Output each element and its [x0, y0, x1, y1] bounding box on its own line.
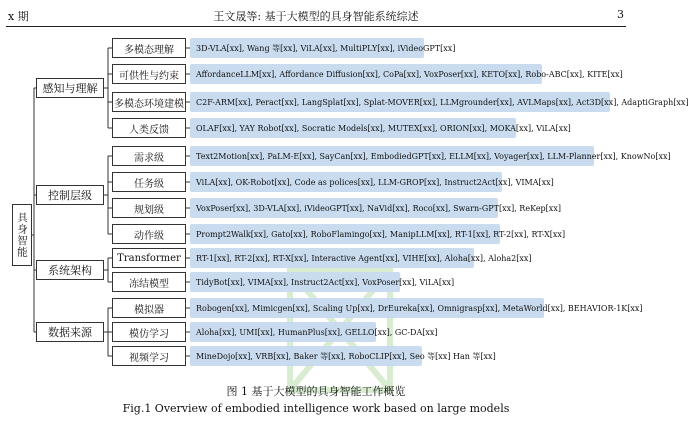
category-node: 视频学习: [112, 346, 186, 366]
running-title: 王文晟等: 基于大模型的具身智能系统综述: [213, 10, 419, 23]
works-list: Aloha[xx], UMI[xx], HumanPlus[xx], GELLO[xx], GC-DA[xx]: [190, 322, 376, 342]
works-list: RT-1[xx], RT-2[xx], RT-X[xx], Interactive Agent[xx], VIHE[xx], Aloha[xx], Aloha2[xx]: [190, 248, 474, 268]
group-node: 感知与理解: [36, 78, 104, 98]
category-node: 需求级: [112, 146, 186, 166]
category-node: 任务级: [112, 172, 186, 192]
group-node: 控制层级: [36, 185, 104, 205]
works-list: ViLA[xx], OK-Robot[xx], Code as polices[xx], LLM-GROP[xx], Instruct2Act[xx], VIMA[xx]: [190, 172, 502, 192]
category-node: 模仿学习: [112, 322, 186, 342]
journal-issue: x 期: [8, 10, 29, 23]
category-node: 人类反馈: [112, 118, 186, 138]
category-node: 模拟器: [112, 298, 186, 318]
category-node: 多模态环境建模: [112, 92, 186, 112]
root-node: 具身智能: [12, 204, 32, 266]
category-node: 冻结模型: [112, 272, 186, 292]
works-list: AffordanceLLM[xx], Affordance Diffusion[xx], CoPa[xx], VoxPoser[xx], KETO[xx], Robo-ABC[xx], KITE[xx]: [190, 64, 542, 84]
category-node: 动作级: [112, 224, 186, 244]
category-node: 规划级: [112, 198, 186, 218]
group-node: 数据来源: [36, 322, 104, 342]
category-node: 多模态理解: [112, 38, 186, 58]
works-list: TidyBot[xx], VIMA[xx], Instruct2Act[xx], VoxPoser[xx], ViLA[xx]: [190, 272, 400, 292]
works-list: OLAF[xx], YAY Robot[xx], Socratic Models[xx], MUTEX[xx], ORION[xx], MOKA[xx], ViLA[xx]: [190, 118, 516, 138]
group-node: 系统架构: [36, 260, 104, 280]
works-list: 3D-VLA[xx], Wang 等[xx], ViLA[xx], MultiPLY[xx], iVideoGPT[xx]: [190, 38, 424, 58]
works-list: Text2Motion[xx], PaLM-E[xx], SayCan[xx], EmbodiedGPT[xx], ELLM[xx], Voyager[xx], LLM-Planner[xx], KnowNo[xx]: [190, 146, 594, 166]
figure-caption-cn: 图 1 基于大模型的具身智能工作概览: [226, 385, 406, 398]
works-list: C2F-ARM[xx], Peract[xx], LangSplat[xx], Splat-MOVER[xx], LLMgrounder[xx], AVLMaps[xx], Act3D[xx], AdaptiGraph[xx]: [190, 92, 610, 112]
works-list: Robogen[xx], Mimicgen[xx], Scaling Up[xx], DrEureka[xx], Omnigrasp[xx], MetaWorld[xx], BEHAVIOR-1K[xx]: [190, 298, 544, 318]
page-number: 3: [617, 8, 624, 21]
works-list: MineDojo[xx], VRB[xx], Baker 等[xx], RoboCLIP[xx], Seo 等[xx] Han 等[xx]: [190, 346, 422, 366]
category-node: Transformer: [112, 248, 186, 268]
figure-caption-en: Fig.1 Overview of embodied intelligence work based on large models: [122, 402, 510, 415]
category-node: 可供性与约束: [112, 64, 186, 84]
works-list: Prompt2Walk[xx], Gato[xx], RoboFlamingo[xx], ManipLLM[xx], RT-1[xx], RT-2[xx], RT-X[xx]: [190, 224, 500, 244]
works-list: VoxPoser[xx], 3D-VLA[xx], iVideoGPT[xx], NaVid[xx], Roco[xx], Swarn-GPT[xx], ReKep[xx]: [190, 198, 498, 218]
